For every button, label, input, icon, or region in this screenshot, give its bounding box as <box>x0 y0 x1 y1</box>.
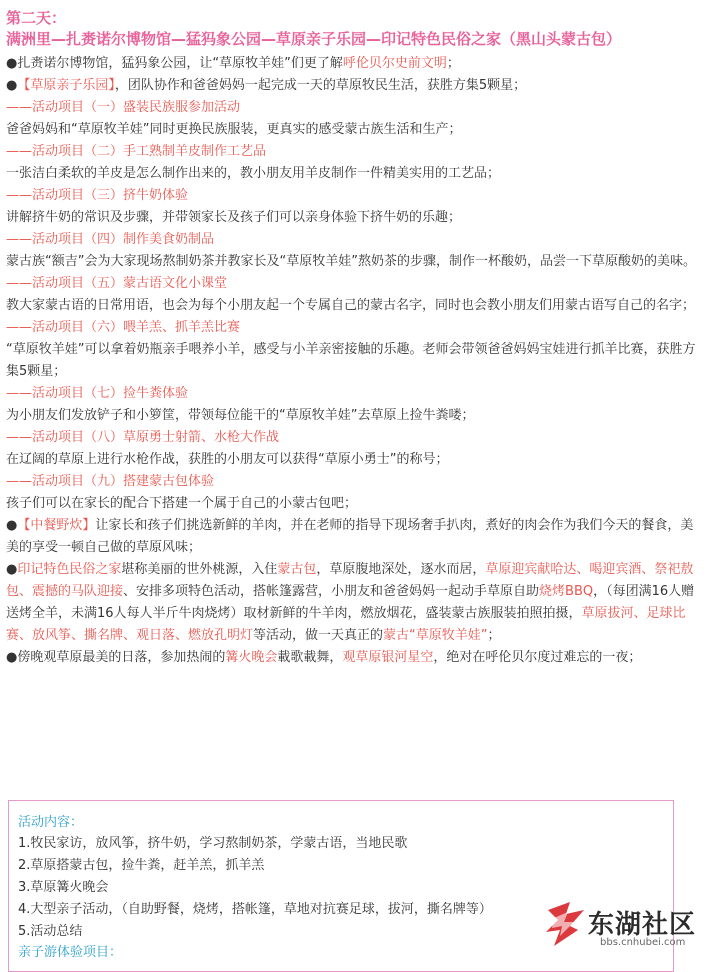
home-highlight-6: 蒙古“草原牧羊娃” <box>383 628 488 643</box>
summary-line-3: 3.草原篝火晚会 <box>18 880 109 895</box>
evening-paragraph <box>6 647 706 669</box>
home-text-2: ，草原腹地深处，逐水而居， <box>316 562 486 577</box>
summary-title: 活动内容： <box>18 815 84 830</box>
home-highlight-3: 草原迎宾献哈达、喝迎宾酒、祭祀敖包、震撼的马队迎接 <box>6 562 694 599</box>
activity-4-desc: 蒙古族“额吉”会为大家现场熬制奶茶并教家长及“草原牧羊娃”熬奶茶的步骤，制作一杯酸奶，品尝一下草原酸奶的美味。 <box>6 254 696 269</box>
homestay-paragraph <box>6 559 706 647</box>
summary-line-1: 1.牧民家访，放风筝，挤牛奶，学习熬制奶茶，学蒙古语，当地民歌 <box>18 836 408 851</box>
summary-next-heading: 亲子游体验项目： <box>18 945 123 960</box>
activity-5-desc: 教大家蒙古语的日常用语，也会为每个小朋友起一个专属自己的蒙古名字，同时也会教小朋友们用蒙古语写自己的名字； <box>6 298 696 313</box>
home-highlight-4: 烧烤BBQ <box>539 584 594 599</box>
watermark-name: 东湖社区 <box>588 910 697 940</box>
activity-6-desc: “草原牧羊娃”可以拿着奶瓶亲手喂养小羊，感受与小羊亲密接触的乐趣。老师会带领爸爸妈妈宝娃进行抓羊比赛，获胜方集5颗星； <box>6 342 696 379</box>
activity-2-desc: 一张洁白柔软的羊皮是怎么制作出来的，教小朋友用羊皮制作一件精美实用的工艺品； <box>6 166 501 181</box>
activity-5-title: ——活动项目（五）蒙古语文化小课堂 <box>6 276 228 291</box>
home-end: ； <box>487 628 501 643</box>
activity-8-desc: 在辽阔的草原上进行水枪作战，获胜的小朋友可以获得“草原小勇士”的称号； <box>6 452 449 467</box>
site-logo-icon <box>540 900 590 950</box>
home-highlight-2: 蒙古包 <box>277 562 317 577</box>
home-text-1: 堪称美丽的世外桃源，入住 <box>121 562 278 577</box>
home-highlight-5: 草原拔河、足球比赛、放风筝、撕名牌、观日落、燃放孔明灯 <box>6 606 686 643</box>
evening-text-1: ●傍晚观草原最美的日落，参加热闹的 <box>6 650 226 665</box>
intro-end: ； <box>446 56 460 71</box>
activity-6-title: ——活动项目（六）喂羊羔、抓羊羔比赛 <box>6 320 241 335</box>
activity-9-title: ——活动项目（九）搭建蒙古包体验 <box>6 474 215 489</box>
route-heading: 满洲里—扎赉诺尔博物馆—猛犸象公园—草原亲子乐园—印记特色民俗之家（黑山头蒙古包） <box>6 30 622 48</box>
lunch-text: 让家长和孩子们挑选新鲜的羊肉，并在老师的指导下现场奢手扒肉，煮好的肉会作为我们今天的餐食，美美的享受一顿自己做的草原风味； <box>6 518 694 555</box>
activity-9-desc: 孩子们可以在家长的配合下搭建一个属于自己的小蒙古包吧； <box>6 496 358 511</box>
activity-4-title: ——活动项目（四）制作美食奶制品 <box>6 232 215 247</box>
park-bullet: ● <box>6 78 18 93</box>
activity-7-desc: 为小朋友们发放铲子和小箩筐，带领每位能干的“草原牧羊娃”去草原上捡牛粪喽； <box>6 408 475 423</box>
summary-line-5: 5.活动总结 <box>18 924 83 939</box>
site-watermark <box>540 900 710 955</box>
activity-7-title: ——活动项目（七）捡牛粪体验 <box>6 386 189 401</box>
summary-line-4: 4.大型亲子活动，（自助野餐，烧烤，搭帐篷，草地对抗赛足球，拔河，撕名牌等） <box>18 902 492 917</box>
activity-8-title: ——活动项目（八）草原勇士射箭、水枪大作战 <box>6 430 280 445</box>
lunch-paragraph <box>6 515 706 559</box>
lunch-bullet: ● <box>6 518 18 533</box>
intro-text: ●扎赉诺尔博物馆，猛犸象公园，让“草原牧羊娃”们更了解 <box>6 56 343 71</box>
activity-2-title: ——活动项目（二）手工熟制羊皮制作工艺品 <box>6 144 267 159</box>
activity-1-title: ——活动项目（一）盛装民族服参加活动 <box>6 100 241 115</box>
home-text-5: 等活动，做一天真正的 <box>253 628 384 643</box>
park-highlight: 【草原亲子乐园】 <box>17 78 115 93</box>
summary-line-2: 2.草原搭蒙古包，捡牛粪，赶羊羔，抓羊羔 <box>18 858 265 873</box>
activity-3-title: ——活动项目（三）挤牛奶体验 <box>6 188 189 203</box>
watermark-url: bbs.cnhubei.com <box>600 937 686 948</box>
park-text: ，团队协作和爸爸妈妈一起完成一天的草原牧民生活，获胜方集5颗星； <box>114 78 527 93</box>
day-heading: 第二天： <box>6 9 67 27</box>
activity-1-desc: 爸爸妈妈和“草原牧羊娃”同时更换民族服装，更真实的感受蒙古族生活和生产； <box>6 122 462 137</box>
intro-highlight: 呼伦贝尔史前文明 <box>342 56 447 71</box>
home-bullet: ● <box>6 562 18 577</box>
evening-highlight-1: 篝火晚会 <box>225 650 278 665</box>
evening-highlight-2: 观草原银河星空 <box>342 650 434 665</box>
lunch-highlight: 【中餐野炊】 <box>17 518 96 533</box>
evening-text-3: ，绝对在呼伦贝尔度过难忘的一夜； <box>433 650 642 665</box>
home-text-4: ，（每团满16人赠送烤全羊，未满16人每人半斤牛肉烧烤）取材新鲜的牛羊肉，燃放烟花，盛装蒙古族服装拍照拍摄， <box>6 584 695 621</box>
home-text-3: 、安排多项特色活动，搭帐篷露营，小朋友和爸爸妈妈一起动手草原自助 <box>123 584 540 599</box>
home-highlight-1: 印记特色民俗之家 <box>17 562 122 577</box>
article-body <box>6 8 706 669</box>
intro-paragraph <box>6 53 706 75</box>
activity-3-desc: 讲解挤牛奶的常识及步骤，并带领家长及孩子们可以亲身体验下挤牛奶的乐趣； <box>6 210 462 225</box>
park-paragraph <box>6 75 706 97</box>
evening-text-2: 載歌載舞， <box>277 650 343 665</box>
